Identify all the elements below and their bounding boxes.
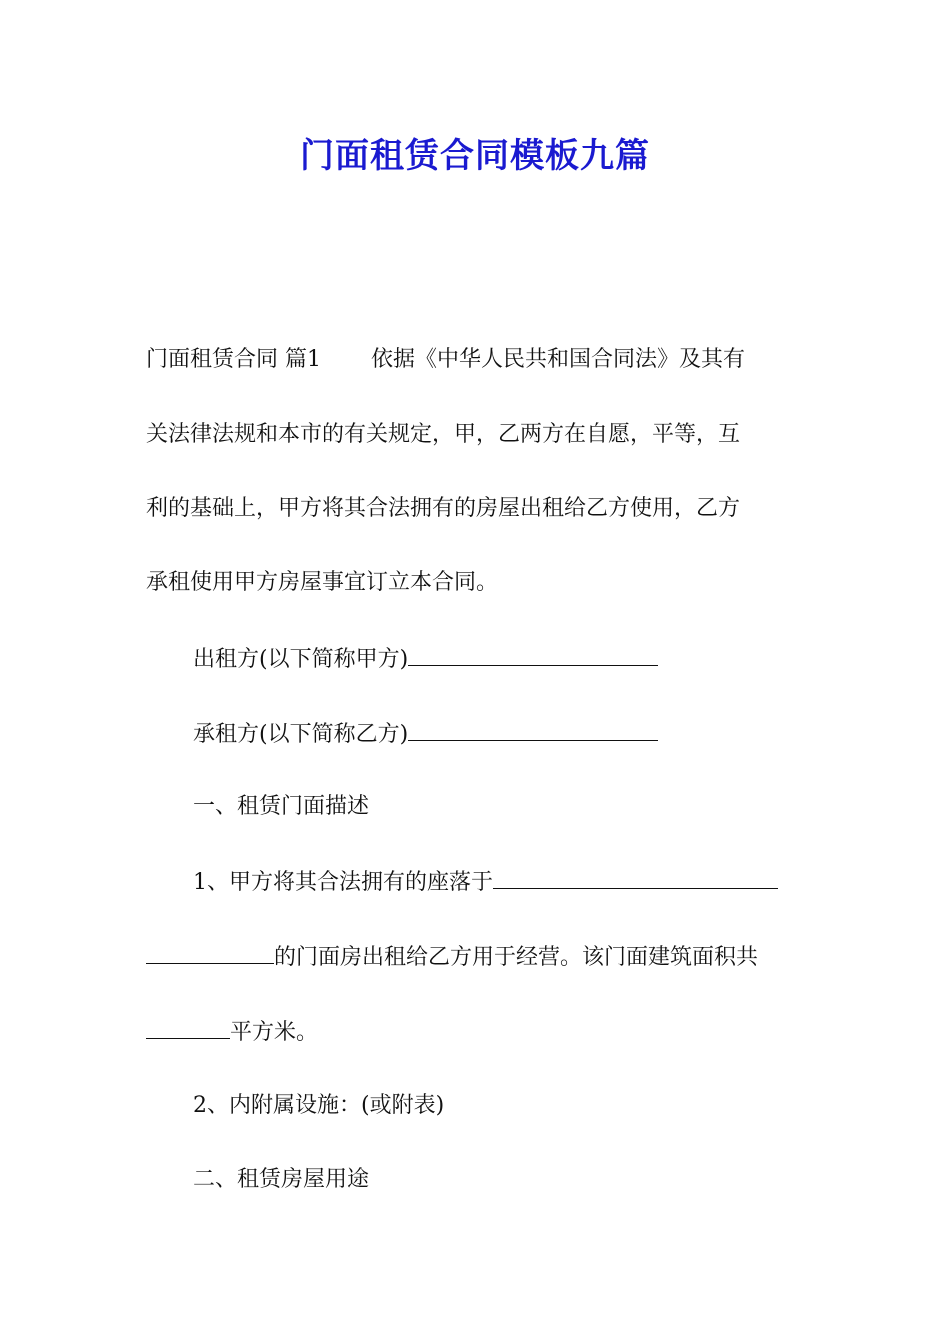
intro-line-1: [146, 345, 745, 375]
clause-1-line-3: [146, 1016, 318, 1048]
lessor-line: [193, 643, 658, 675]
location-blank-continued: [146, 941, 274, 964]
section-2-heading: 二、租赁房屋用途: [193, 1167, 370, 1192]
lessee-line: [193, 718, 658, 750]
lessor-blank: [408, 643, 658, 666]
clause-1-text-2: 的门面房出租给乙方用于经营。该门面建筑面积共: [274, 945, 759, 970]
clause-1-line-1: [193, 866, 778, 898]
clause-1-text-3: 平方米。: [230, 1020, 319, 1045]
intro-text-1: 依据《中华人民共和国合同法》及其有: [371, 347, 746, 372]
clause-2: 2、内附属设施：(或附表): [193, 1093, 445, 1118]
intro-heading: 门面租赁合同 篇1: [146, 347, 321, 372]
intro-line-2: 关法律法规和本市的有关规定，甲，乙两方在自愿，平等，互: [146, 422, 741, 447]
intro-line-4: 承租使用甲方房屋事宜订立本合同。: [146, 570, 499, 595]
intro-line-3: 利的基础上，甲方将其合法拥有的房屋出租给乙方使用，乙方: [146, 496, 741, 521]
lessee-label: 承租方(以下简称乙方): [193, 722, 409, 747]
area-blank: [146, 1016, 230, 1039]
document-title: 门面租赁合同模板九篇: [300, 136, 650, 176]
lessee-blank: [408, 718, 658, 741]
clause-1-text-1: 1、甲方将其合法拥有的座落于: [193, 870, 493, 895]
location-blank: [493, 866, 778, 889]
clause-1-line-2: [146, 941, 758, 973]
lessor-label: 出租方(以下简称甲方): [193, 647, 409, 672]
section-1-heading: 一、租赁门面描述: [193, 794, 370, 819]
